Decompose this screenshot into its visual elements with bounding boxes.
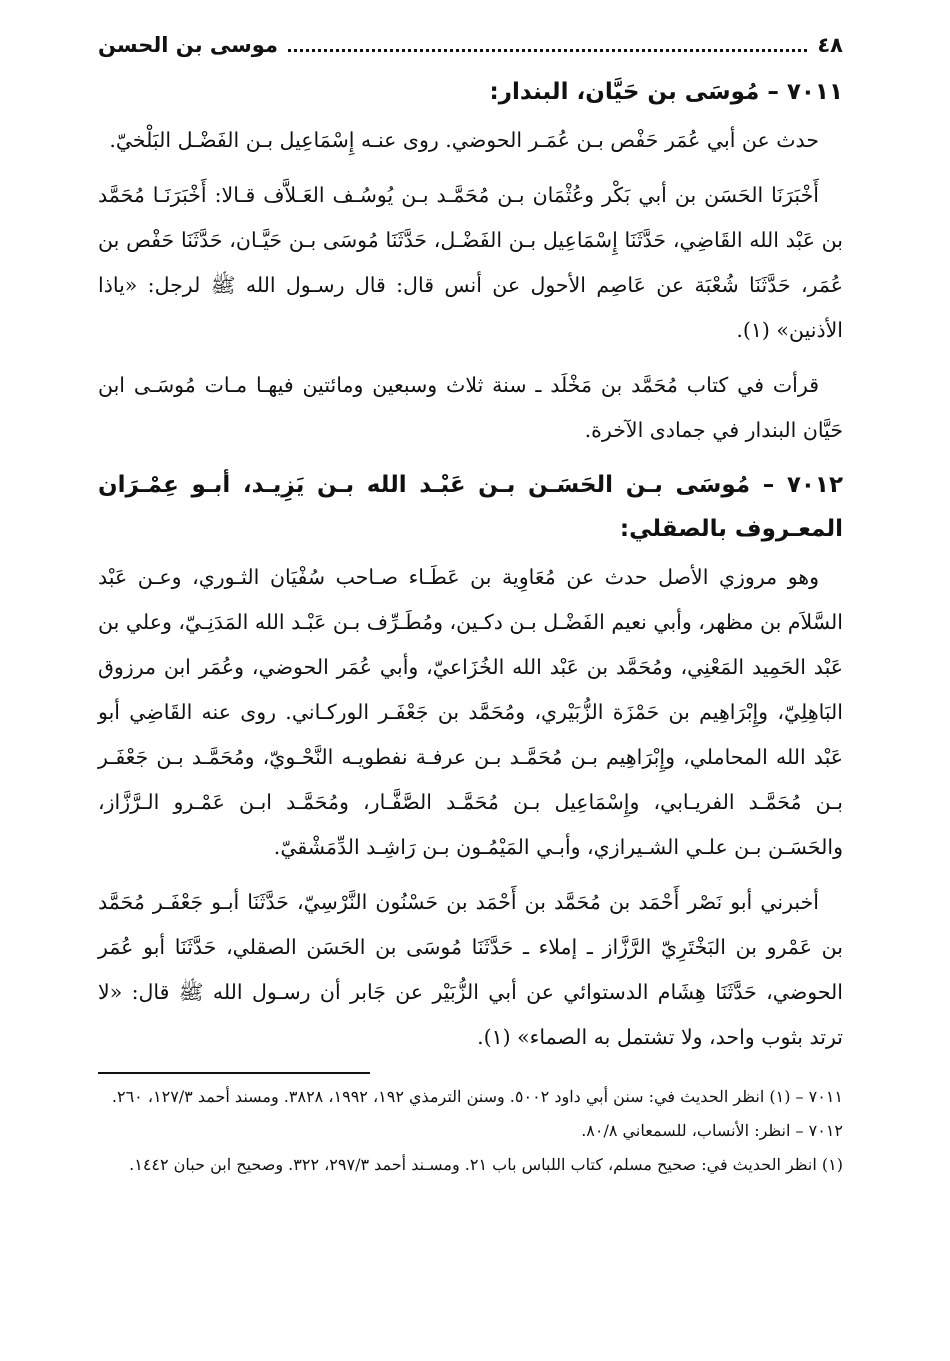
entry-paragraph: أخبرني أبو نَصْر أَحْمَد بن مُحَمَّد بن أَحْمَد بن حَسْنُون النَّرْسِيّ، حَدَّثَنَا أبـو جَعْفَـر مُحَمَّد بن عَمْرو بن البَخْتَرِيّ الرَّزَّاز ـ إملاء ـ حَدَّثَنَا مُوسَى بن الحَسَن الصقلي، حَدَّثَنَا أبو عُمَر الحوضي، حَدَّثَنَا هِشَام الدستوائي عن أبي الزُّبَيْر عن جَابر أن رسـول الله ﷺ قال: «لا ترتد بثوب واحد، ولا تشتمل به الصماء» (١).	[98, 890, 843, 1049]
footnote: (١) انظر الحديث في: صحيح مسلم، كتاب اللباس باب ٢١. ومسـند أحمد ٢٩٧/٣، ٣٢٢. وصحيح ابن حبان ١٤٤٢.	[129, 1155, 843, 1174]
entry-paragraph: قرأت في كتاب مُحَمَّد بن مَخْلَد ـ سنة ثلاث وسبعين ومائتين فيهـا مـات مُوسَـى ابن حَيَّان البندار في جمادى الآخرة.	[98, 373, 843, 442]
entry-heading: ٧٠١٢ – مُوسَى بـن الحَسَـن بـن عَبْـد الله بـن يَزِيـد، أبـو عِمْـرَان المعـروف بالصقلي:	[98, 472, 843, 542]
entry-paragraph: أَخْبَرَنَا الحَسَن بن أبي بَكْر وعُثْمَان بـن مُحَمَّـد بـن يُوسُـف العَـلاَّف قـالا: أَخْبَرَنَـا مُحَمَّد بن عَبْد الله القَاضِي، حَدَّثَنَا إِسْمَاعِيل بـن الفَضْـل، حَدَّثَنَا مُوسَى بـن حَيَّـان، حَدَّثَنَا حَفْص بن عُمَر، حَدَّثَنَا شُعْبَة عن عَاصِم الأحول عن أنس قال: قال رسـول الله ﷺ لرجل: «ياذا الأذنين» (١).	[98, 183, 843, 342]
footnotes	[98, 1082, 843, 1180]
running-header	[98, 28, 843, 62]
footnote: ٧٠١١ – (١) انظر الحديث في: سنن أبي داود ٥٠٠٢. وسنن الترمذي ١٩٢، ١٩٩٢، ٣٨٢٨. ومسند أحمد ١٢٧/٣، ٢٦٠.	[111, 1087, 843, 1106]
entry-7011	[98, 70, 843, 453]
running-title: موسى بن الحسن	[98, 33, 278, 57]
dotted-leader	[288, 35, 807, 52]
footnote-divider	[98, 1072, 370, 1074]
page-number: ٤٨	[817, 33, 843, 57]
footnote: ٧٠١٢ – انظر: الأنساب، للسمعاني ٨٠/٨.	[581, 1121, 843, 1140]
entry-heading: ٧٠١١ – مُوسَى بن حَيَّان، البندار:	[489, 79, 843, 105]
entry-7012	[98, 463, 843, 1060]
entry-paragraph: حدث عن أبي عُمَر حَفْص بـن عُمَـر الحوضي. روى عنـه إِسْمَاعِيل بـن الفَضْـل البَلْخيّ.	[109, 128, 819, 152]
book-page	[98, 28, 843, 1184]
entry-paragraph: وهو مروزي الأصل حدث عن مُعَاوِية بن عَطَـاء صـاحب سُفْيَان الثـوري، وعـن عَبْد السَّلاَم بن مظهر، وأبي نعيم الفَضْـل بـن دكـين، ومُطَـرِّف بـن عَبْـد الله المَدَنِـيّ، وعلي بن عَبْد الحَمِيد المَعْنِي، ومُحَمَّد بن عَبْد الله الخُزَاعيّ، وأبي عُمَر الحوضي، وعُمَر ابن مرزوق البَاهِلِيّ، وإِبْرَاهِيم بن حَمْزَة الزُّبَيْري، ومُحَمَّد بن جَعْفَـر الوركـاني. روى عنه القَاضِي أبو عَبْد الله المحاملي، وإِبْرَاهِيم بـن مُحَمَّـد بـن عرفـة نفطويـه النَّحْـويّ، ومُحَمَّـد بـن جَعْفَـر بـن مُحَمَّـد الفريـابي، وإِسْمَاعِيل بـن مُحَمَّـد الصَّفَّـار، ومُحَمَّـد ابـن عَمْـرو الـرَّزَّاز، والحَسَـن بـن علـي الشـيرازي، وأبـي المَيْمُـون بـن رَاشِـد الدِّمَشْقيّ.	[98, 565, 843, 859]
